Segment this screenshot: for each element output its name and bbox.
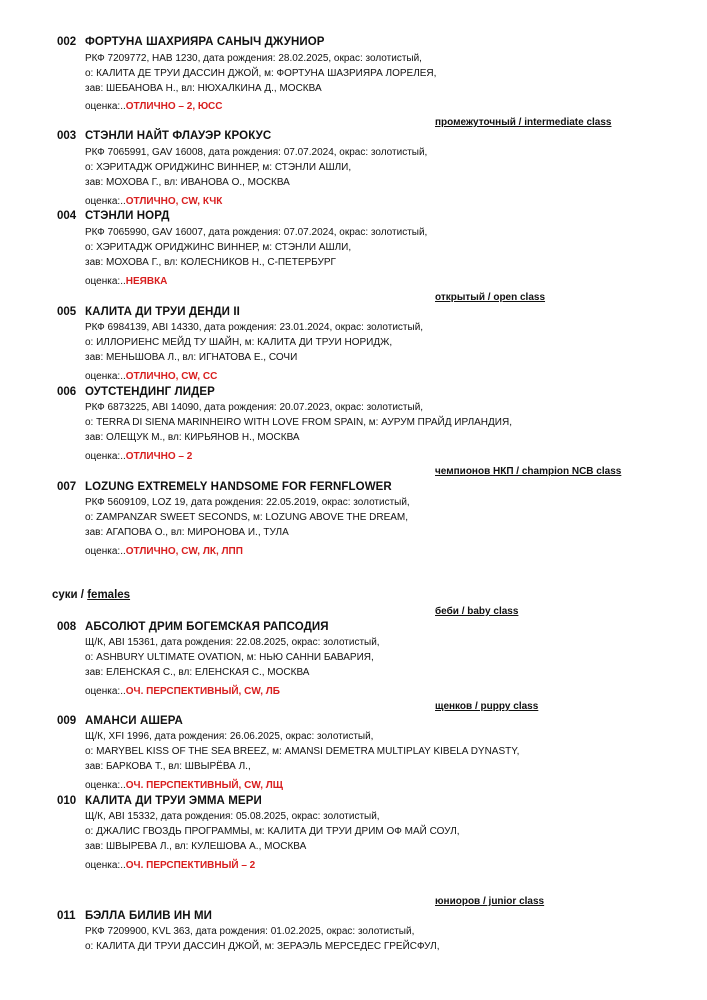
class-heading-junior: юниоров / junior class [435, 896, 545, 907]
score-result: НЕЯВКА [125, 276, 168, 287]
entry-number: 007 [57, 481, 77, 493]
score-label: оценка:.. [85, 780, 126, 791]
score-label: оценка:.. [85, 276, 126, 287]
score-result: ОТЛИЧНО, CW, ЛК, ЛПП [125, 546, 243, 557]
sex-heading [52, 589, 130, 601]
dog-name: ФОРТУНА ШАХРИЯРА САНЫЧ ДЖУНИОР [85, 36, 325, 48]
breeder-owner-line: зав: ШВЫРЕВА Л., вл: КУЛЕШОВА А., МОСКВА [85, 841, 307, 852]
registration-line: РКФ 7065990, GAV 16007, дата рождения: 07.07.2024, окрас: золотистый, [85, 227, 428, 238]
score-line [85, 276, 167, 287]
parents-line: о: ZAMPANZAR SWEET SECONDS, м: LOZUNG ABOVE THE DREAM, [85, 512, 409, 523]
entry-number: 010 [57, 795, 77, 807]
score-label: оценка:.. [85, 371, 126, 382]
score-result: ОТЛИЧНО, CW, КЧК [125, 196, 223, 207]
parents-line: о: ХЭРИТАДЖ ОРИДЖИНС ВИННЕР, м: СТЭНЛИ АШЛИ, [85, 242, 352, 253]
breeder-owner-line: зав: МОХОВА Г., вл: ИВАНОВА О., МОСКВА [85, 177, 290, 188]
score-result: ОЧ. ПЕРСПЕКТИВНЫЙ – 2 [125, 860, 256, 871]
parents-line: о: КАЛИТА ДЕ ТРУИ ДАССИН ДЖОЙ, м: ФОРТУНА ШАЗРИЯРА ЛОРЕЛЕЯ, [85, 68, 437, 79]
dog-name: АМАНСИ АШЕРА [85, 715, 183, 727]
breeder-owner-line: зав: БАРКОВА Т., вл: ШВЫРЁВА Л., [85, 761, 251, 772]
score-label: оценка:.. [85, 546, 126, 557]
score-result: ОТЛИЧНО – 2 [125, 451, 193, 462]
score-line [85, 101, 223, 112]
entry-number: 006 [57, 386, 77, 398]
score-result: ОЧ. ПЕРСПЕКТИВНЫЙ, CW, ЛБ [125, 686, 280, 697]
breeder-owner-line: зав: ЕЛЕНСКАЯ С., вл: ЕЛЕНСКАЯ С., МОСКВА [85, 667, 310, 678]
registration-line: РКФ 6873225, ABI 14090, дата рождения: 20.07.2023, окрас: золотистый, [85, 402, 424, 413]
parents-line: о: ДЖАЛИС ГВОЗДЬ ПРОГРАММЫ, м: КАЛИТА ДИ ТРУИ ДРИМ ОФ МАЙ СОУЛ, [85, 826, 460, 837]
breeder-owner-line: зав: МЕНЬШОВА Л., вл: ИГНАТОВА Е., СОЧИ [85, 352, 298, 363]
score-line [85, 371, 217, 382]
entry-number: 011 [57, 910, 76, 922]
score-line [85, 546, 243, 557]
breeder-owner-line: зав: АГАПОВА О., вл: МИРОНОВА И., ТУЛА [85, 527, 289, 538]
breeder-owner-line: зав: ШЕБАНОВА Н., вл: НЮХАЛКИНА Д., МОСКВА [85, 83, 322, 94]
registration-line: Щ/К, ABI 15361, дата рождения: 22.08.2025, окрас: золотистый, [85, 637, 380, 648]
score-line [85, 196, 222, 207]
registration-line: РКФ 5609109, LOZ 19, дата рождения: 22.05.2019, окрас: золотистый, [85, 497, 410, 508]
dog-name: ОУТСТЕНДИНГ ЛИДЕР [85, 386, 215, 398]
score-label: оценка:.. [85, 860, 126, 871]
parents-line: о: ASHBURY ULTIMATE OVATION, м: НЬЮ САННИ БАВАРИЯ, [85, 652, 374, 663]
breeder-owner-line: зав: МОХОВА Г., вл: КОЛЕСНИКОВ Н., С-ПЕТЕРБУРГ [85, 257, 336, 268]
class-heading-baby: беби / baby class [435, 606, 519, 617]
breeder-owner-line: зав: ОЛЕЩУК М., вл: КИРЬЯНОВ Н., МОСКВА [85, 432, 300, 443]
score-result: ОТЛИЧНО, CW, СС [125, 371, 218, 382]
class-heading-open: открытый / open class [435, 292, 546, 303]
registration-line: РКФ 7209772, HAB 1230, дата рождения: 28.02.2025, окрас: золотистый, [85, 53, 422, 64]
score-line [85, 451, 192, 462]
score-result: ОЧ. ПЕРСПЕКТИВНЫЙ, CW, ЛЩ [125, 780, 283, 791]
score-line [85, 780, 283, 791]
class-heading-puppy: щенков / puppy class [435, 701, 539, 712]
dog-name: СТЭНЛИ НАЙТ ФЛАУЭР КРОКУС [85, 130, 272, 142]
dog-name: LOZUNG EXTREMELY HANDSOME FOR FERNFLOWER [85, 481, 392, 493]
dog-name: СТЭНЛИ НОРД [85, 210, 170, 222]
entry-number: 004 [57, 210, 77, 222]
score-line [85, 686, 280, 697]
sex-heading-en: females [87, 589, 131, 601]
parents-line: о: MARYBEL KISS OF THE SEA BREEZ, м: AMANSI DEMETRA MULTIPLAY KIBELA DYNASTY, [85, 746, 520, 757]
score-label: оценка:.. [85, 196, 126, 207]
entry-number: 003 [57, 130, 77, 142]
score-label: оценка:.. [85, 451, 126, 462]
score-line [85, 860, 255, 871]
score-label: оценка:.. [85, 101, 126, 112]
entry-number: 009 [57, 715, 77, 727]
registration-line: РКФ 7209900, KVL 363, дата рождения: 01.02.2025, окрас: золотистый, [85, 926, 415, 937]
parents-line: о: TERRA DI SIENA MARINHEIRO WITH LOVE FROM SPAIN, м: АУРУМ ПРАЙД ИРЛАНДИЯ, [85, 417, 512, 428]
class-heading-intermediate: промежуточный / intermediate class [435, 117, 612, 128]
dog-name: БЭЛЛА БИЛИВ ИН МИ [85, 910, 213, 922]
registration-line: Щ/К, XFI 1996, дата рождения: 26.06.2025, окрас: золотистый, [85, 731, 374, 742]
entry-number: 002 [57, 36, 77, 48]
parents-line: о: ИЛЛОРИЕНС МЕЙД ТУ ШАЙН, м: КАЛИТА ДИ ТРУИ НОРИДЖ, [85, 337, 393, 348]
score-label: оценка:.. [85, 686, 126, 697]
dog-name: КАЛИТА ДИ ТРУИ ДЕНДИ II [85, 306, 240, 318]
registration-line: РКФ 7065991, GAV 16008, дата рождения: 07.07.2024, окрас: золотистый, [85, 147, 428, 158]
dog-name: АБСОЛЮТ ДРИМ БОГЕМСКАЯ РАПСОДИЯ [85, 621, 329, 633]
entry-number: 005 [57, 306, 77, 318]
class-heading-champion: чемпионов НКП / champion NCB class [435, 466, 622, 477]
entry-number: 008 [57, 621, 77, 633]
registration-line: РКФ 6984139, ABI 14330, дата рождения: 23.01.2024, окрас: золотистый, [85, 322, 424, 333]
sex-heading-ru: суки / [52, 589, 85, 601]
parents-line: о: ХЭРИТАДЖ ОРИДЖИНС ВИННЕР, м: СТЭНЛИ АШЛИ, [85, 162, 352, 173]
dog-name: КАЛИТА ДИ ТРУИ ЭММА МЕРИ [85, 795, 262, 807]
score-result: ОТЛИЧНО – 2, ЮСС [125, 101, 223, 112]
registration-line: Щ/К, ABI 15332, дата рождения: 05.08.2025, окрас: золотистый, [85, 811, 380, 822]
parents-line: о: КАЛИТА ДИ ТРУИ ДАССИН ДЖОЙ, м: ЗЕРАЭЛЬ МЕРСЕДЕС ГРЕЙСФУЛ, [85, 941, 440, 952]
